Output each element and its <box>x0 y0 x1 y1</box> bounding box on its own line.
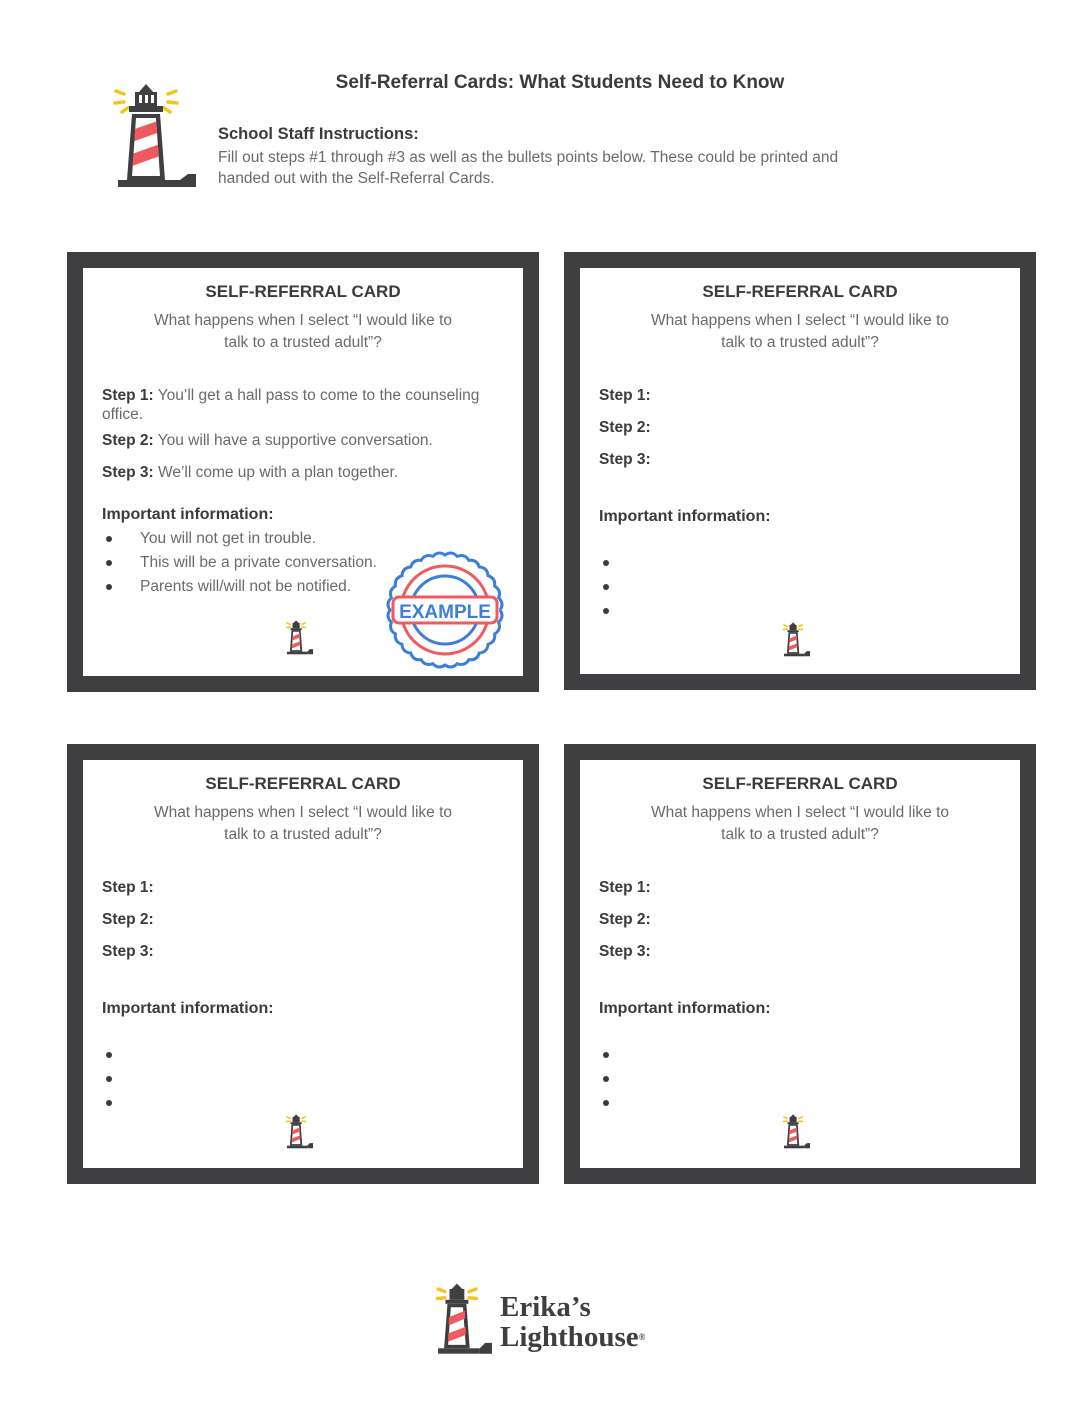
step-1: Step 1: <box>599 879 651 896</box>
step-1: Step 1: You’ll get a hall pass to come to the counseling office. <box>102 387 480 423</box>
important-info-heading: Important information: <box>102 1000 274 1017</box>
mini-lighthouse-icon <box>285 1112 315 1152</box>
erikas-lighthouse-logo <box>434 1280 664 1362</box>
card-title: SELF-REFERRAL CARD <box>205 774 401 793</box>
card-question: What happens when I select “I would like to talk to a trusted adult”? <box>153 312 453 351</box>
instructions-text: Fill out steps #1 through #3 as well as the bullets points below. These could be printed and handed out with the Self-Referral Cards. <box>218 149 839 187</box>
step-3: Step 3: We’ll come up with a plan together. <box>102 464 399 481</box>
step-2: Step 2: You will have a supportive conversation. <box>102 432 433 449</box>
step-2: Step 2: <box>599 911 651 928</box>
important-info-heading: Important information: <box>599 1000 771 1017</box>
self-referral-card-blank-1 <box>564 252 1036 690</box>
stamp-text: EXAMPLE <box>399 602 491 623</box>
bullet-item <box>603 602 637 620</box>
important-info-heading: Important information: <box>102 506 274 523</box>
card-title: SELF-REFERRAL CARD <box>702 774 898 793</box>
mini-lighthouse-icon <box>782 1112 812 1152</box>
page-title: Self-Referral Cards: What Students Need to Know <box>335 72 785 93</box>
bullet-item <box>603 1046 637 1064</box>
instructions-heading: School Staff Instructions: <box>218 125 419 143</box>
self-referral-card-example <box>67 252 539 692</box>
step-3: Step 3: <box>599 451 651 468</box>
mini-lighthouse-icon <box>285 618 315 658</box>
self-referral-card-blank-3 <box>564 744 1036 1184</box>
card-title: SELF-REFERRAL CARD <box>205 282 401 301</box>
bullet-item <box>603 554 637 572</box>
bullet-item: Parents will/will not be notified. <box>106 578 351 596</box>
step-2: Step 2: <box>102 911 154 928</box>
bullet-item <box>603 1070 637 1088</box>
bullet-item <box>603 578 637 596</box>
card-question: What happens when I select “I would like to talk to a trusted adult”? <box>650 312 950 351</box>
logo-wordmark: Erika’s Lighthouse® <box>500 1291 646 1353</box>
step-3: Step 3: <box>599 943 651 960</box>
self-referral-card-blank-2 <box>67 744 539 1184</box>
mini-lighthouse-icon <box>782 620 812 660</box>
example-stamp <box>383 548 507 672</box>
step-2: Step 2: <box>599 419 651 436</box>
card-title: SELF-REFERRAL CARD <box>702 282 898 301</box>
bullet-item <box>106 1046 140 1064</box>
step-3: Step 3: <box>102 943 154 960</box>
step-1: Step 1: <box>599 387 651 404</box>
bullet-item <box>106 1094 140 1112</box>
step-1: Step 1: <box>102 879 154 896</box>
card-question: What happens when I select “I would like to talk to a trusted adult”? <box>650 804 950 843</box>
bullet-item: This will be a private conversation. <box>106 554 377 572</box>
important-info-heading: Important information: <box>599 508 771 525</box>
bullet-item <box>106 1070 140 1088</box>
lighthouse-logo-icon <box>112 82 204 194</box>
bullet-item: You will not get in trouble. <box>106 530 316 548</box>
card-question: What happens when I select “I would like to talk to a trusted adult”? <box>153 804 453 843</box>
bullet-item <box>603 1094 637 1112</box>
footer-lighthouse-icon <box>434 1280 496 1360</box>
